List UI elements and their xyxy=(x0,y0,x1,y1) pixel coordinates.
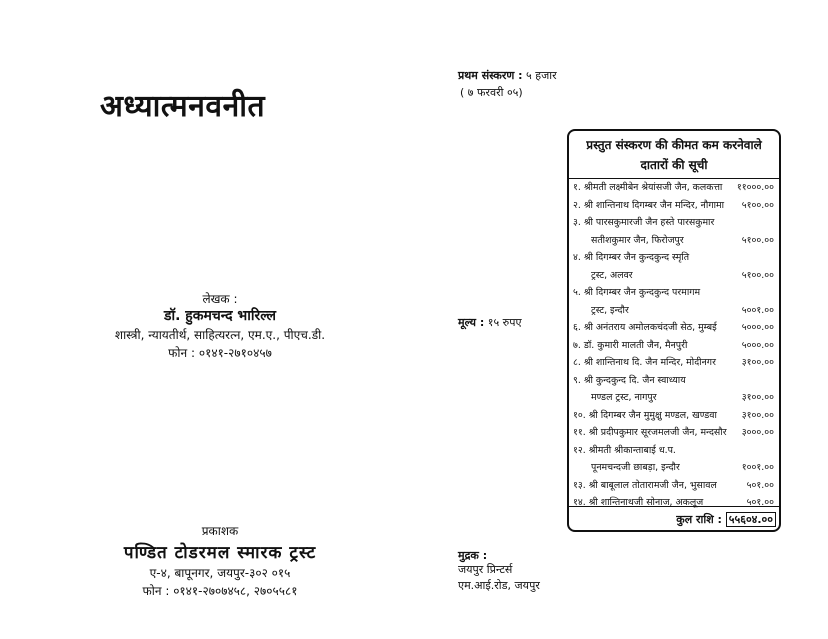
donor-row xyxy=(569,197,779,215)
donor-name: ९. श्री कुन्दकुन्द दि. जैन स्वाध्याय xyxy=(573,374,686,386)
donor-row xyxy=(569,459,779,477)
donor-amount: ३१००.०० xyxy=(741,409,774,421)
donor-amount: ५१००.०० xyxy=(741,234,774,246)
donor-name: ७. डॉ. कुमारी मालती जैन, मैनपुरी xyxy=(573,339,688,351)
donor-name: पूनमचन्दजी छाबड़ा, इन्दौर xyxy=(591,462,680,473)
edition-line xyxy=(458,68,557,83)
total-label: कुल राशि : xyxy=(676,513,722,526)
donor-row xyxy=(569,179,779,197)
author-label: लेखक : xyxy=(202,292,238,306)
donor-row xyxy=(569,319,779,337)
donor-name: ट्रस्ट, इन्दौर xyxy=(591,304,629,316)
donor-row xyxy=(569,267,779,285)
donor-row xyxy=(569,302,779,320)
donor-name: मण्डल ट्रस्ट, नागपुर xyxy=(591,392,657,403)
donor-row xyxy=(569,477,779,495)
donor-row xyxy=(569,354,779,372)
donor-row xyxy=(569,407,779,425)
donor-amount: ३१००.०० xyxy=(741,392,774,403)
price-line xyxy=(458,315,522,330)
donor-amount: ३१००.०० xyxy=(741,357,774,368)
author-degrees: शास्त्री, न्यायतीर्थ, साहित्यरत्न, एम.ए., पीएच.डी. xyxy=(114,328,326,342)
book-title: अध्यात्मनवनीत xyxy=(100,89,266,124)
donor-row xyxy=(569,249,779,267)
donor-name: १४. श्री शान्तिनाथजी सोनाज, अकलूज xyxy=(573,497,704,508)
donor-amount: ५००१.०० xyxy=(741,304,774,316)
printer-name: जयपुर प्रिन्टर्स xyxy=(458,563,513,576)
publisher-label: प्रकाशक xyxy=(201,524,239,538)
donor-amount: ३०००.०० xyxy=(741,427,774,438)
donor-row xyxy=(569,214,779,232)
price-value: १५ रुपए xyxy=(487,316,522,329)
price-label: मूल्य : xyxy=(458,316,485,329)
author-phone: फोन : ०१४१-२७१०४५७ xyxy=(168,346,272,360)
donor-name: ८. श्री शान्तिनाथ दि. जैन मन्दिर, मोदीनगर xyxy=(573,357,716,368)
donor-name: ट्रस्ट, अलवर xyxy=(591,269,633,281)
donor-row xyxy=(569,337,779,355)
donor-row xyxy=(569,442,779,460)
donor-name: १. श्रीमती लक्ष्मीबेन श्रेयांसजी जैन, कलकत्ता xyxy=(573,182,723,193)
donor-row xyxy=(569,232,779,250)
edition-label: प्रथम संस्करण : xyxy=(458,69,523,82)
printer-address: एम.आई.रोड, जयपुर xyxy=(458,579,540,592)
donor-name: सतीशकुमार जैन, फिरोजपुर xyxy=(591,234,684,246)
donor-amount: ५१००.०० xyxy=(741,269,774,281)
publisher-address: ए-४, बापूनगर, जयपुर-३०२ ०१५ xyxy=(149,566,291,580)
donor-amount: १००१.०० xyxy=(741,462,774,473)
donor-amount: ११०००.०० xyxy=(736,182,774,193)
donor-list-heading xyxy=(569,131,779,179)
publisher-phone: फोन : ०१४१-२७०७४५८, २७०५५८१ xyxy=(142,584,298,598)
publisher-name: पण्डित टोडरमल स्मारक ट्रस्ट xyxy=(123,543,317,563)
donor-amount: ५०१.०० xyxy=(746,479,774,491)
donor-name: २. श्री शान्तिनाथ दिगम्बर जैन मन्दिर, नौगामा xyxy=(573,199,725,211)
donor-name: ५. श्री दिगम्बर जैन कुन्दकुन्द परमागम xyxy=(573,287,701,298)
donor-name: ११. श्री प्रदीपकुमार सूरजमलजी जैन, मन्दसौर xyxy=(573,427,727,438)
donor-heading-line1: प्रस्तुत संस्करण की कीमत कम करनेवाले xyxy=(586,138,762,152)
edition-value: ५ हजार xyxy=(526,69,557,82)
author-name: डॉ. हुकमचन्द भारिल्ल xyxy=(163,308,277,324)
donor-row xyxy=(569,424,779,442)
donor-amount: ५०१.०० xyxy=(746,497,774,508)
donor-row xyxy=(569,389,779,407)
donor-amount: ५१००.०० xyxy=(741,199,774,211)
donor-name: १३. श्री बाबूलाल तोतारामजी जैन, भुसावल xyxy=(573,479,717,491)
donor-total xyxy=(676,512,776,527)
donor-row xyxy=(569,372,779,390)
donor-name: १२. श्रीमती श्रीकान्ताबाई ध.प. xyxy=(573,444,676,456)
donor-row xyxy=(569,494,779,512)
donor-amount: ५०००.०० xyxy=(741,339,774,351)
donor-name: ६. श्री अनंतराय अमोलकचंदजी सेठ, मुम्बई xyxy=(573,322,717,333)
donor-heading-line2: दातारों की सूची xyxy=(640,158,708,172)
total-divider xyxy=(569,506,779,507)
donor-list xyxy=(569,179,779,512)
donor-list-box xyxy=(567,129,781,532)
donor-name: १०. श्री दिगम्बर जैन मुमुक्षु मण्डल, खण्डवा xyxy=(573,409,717,421)
donor-row xyxy=(569,284,779,302)
donor-name: ४. श्री दिगम्बर जैन कुन्दकुन्द स्मृति xyxy=(573,252,690,263)
total-value: ५५६०४.०० xyxy=(726,512,776,527)
donor-amount: ५०००.०० xyxy=(741,322,774,333)
donor-name: ३. श्री पारसकुमारजी जैन हस्ते पारसकुमार xyxy=(573,217,715,228)
printer-label: मुद्रक : xyxy=(458,549,488,562)
edition-date: ( ७ फरवरी ०५) xyxy=(460,86,523,99)
